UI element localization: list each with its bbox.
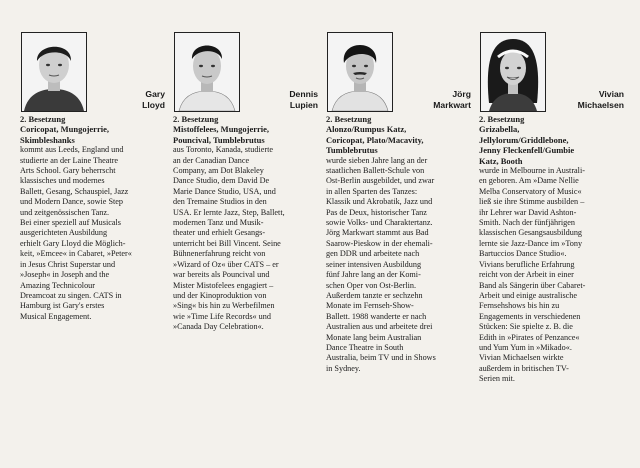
bio-line: Bei einer speziell auf Musicals — [20, 218, 121, 228]
bio-line: Pas de Deux, historischer Tanz — [326, 207, 427, 217]
bio-line: Edith in »Pirates of Penzance« — [479, 332, 580, 342]
role-line: 2. Besetzung — [173, 114, 219, 124]
bio-line: theater und erhielt Gesangs- — [173, 228, 266, 238]
bio-text — [479, 166, 624, 385]
role-block — [173, 114, 318, 145]
bio-line: seiner intensiven Ausbildung — [326, 259, 422, 269]
role-line: Jellylorum/Griddlebone, — [479, 134, 569, 145]
bio-line: en geboren. Am »Dame Nellie — [479, 176, 579, 186]
portrait-photo — [327, 32, 393, 112]
bio-line: Musical Engagement. — [20, 311, 92, 321]
bio-line: »Canada Day Celebration«. — [173, 322, 264, 332]
bio-line: erhielt Gary Lloyd die Möglich- — [20, 238, 126, 248]
bio-line: ausgerichteten Ausbildung — [20, 228, 108, 238]
last-name: Lloyd — [142, 99, 165, 110]
bio-line: Australia, beim TV und in Shows — [326, 353, 436, 363]
bio-line: und zeitgenössischen Tanz. — [20, 207, 110, 217]
bio-line: war bereits als Pouncival und — [173, 270, 270, 280]
first-name: Jörg — [452, 89, 471, 99]
bio-line: Smith. Nach der fünfjährigen — [479, 218, 575, 228]
bio-line: Dance Theatre in South — [326, 342, 404, 352]
bio-line: fünf Jahre lang an der Komi- — [326, 270, 421, 280]
bio-line: Ballett, Gesang, Schauspiel, Jazz — [20, 186, 129, 196]
cast-member-gary-lloyd — [20, 30, 165, 322]
bio-line: Dance Studio, dem David De — [173, 176, 270, 186]
bio-line: Ballett. 1988 wanderte er nach — [326, 311, 427, 321]
bio-line: und Yum Yum in »Mikado«. — [479, 342, 572, 352]
bio-line: Amazing Technicolour — [20, 280, 95, 290]
bio-line: in allen Sparten des Tanzes: — [326, 186, 418, 196]
portrait-image — [175, 33, 239, 111]
bio-line: Arts School. Gary beherrscht — [20, 166, 116, 176]
bio-line: ließ sie ihre Stimme ausbilden – — [479, 197, 585, 207]
bio-line: wurde in Melbourne in Australi- — [479, 166, 585, 176]
bio-line: Monate lang beim Australian — [326, 332, 422, 342]
role-line: Tumblebrutus — [326, 145, 378, 156]
last-name: Lupien — [289, 99, 318, 110]
role-block — [479, 114, 624, 166]
bio-line: modernen Tanz und Musik- — [173, 218, 264, 228]
role-line: 2. Besetzung — [326, 114, 372, 124]
bio-line: Bühnenerfahrung reicht von — [173, 249, 266, 259]
bio-line: Vivian Michaelsen wirkte — [479, 353, 564, 363]
role-line: Coricopat, Plato/Macavity, — [326, 134, 424, 145]
bio-line: »Wizard of Oz« über CATS – er — [173, 259, 279, 269]
cast-name — [246, 89, 318, 110]
cast-member-vivian-michaelsen — [479, 30, 624, 385]
bio-line: lernte sie Jazz-Dance im »Tony — [479, 238, 583, 248]
bio-line: keit, »Emcee« in Cabaret, »Peter« — [20, 249, 132, 259]
bio-line: Stücken: Sie spielte z. B. die — [479, 322, 573, 332]
bio-line: Band als Sängerin über Cabaret- — [479, 280, 586, 290]
bio-line: Ost-Berlin ausgebildet, und zwar — [326, 176, 435, 186]
bio-line: Melba Conservatory of Music« — [479, 186, 582, 196]
bio-text — [326, 156, 471, 375]
cast-header — [173, 30, 318, 114]
portrait-image — [328, 33, 392, 111]
role-line: Mistoffelees, Mungojerrie, — [173, 124, 270, 135]
bio-line: an der Canadian Dance — [173, 155, 250, 165]
cast-member-dennis-lupien — [173, 30, 318, 333]
bio-line: kommt aus Leeds, England und — [20, 145, 124, 155]
role-line: Katz, Booth — [479, 155, 523, 166]
role-line: Coricopat, Mungojerrie, — [20, 124, 109, 135]
bio-line: Monate im Fernseh-Show- — [326, 301, 414, 311]
bio-line: klassischen Gesangsausbildung — [479, 228, 583, 238]
bio-line: Jörg Markwart stammt aus Bad — [326, 228, 429, 238]
bio-line: Vivians berufliche Erfahrung — [479, 259, 575, 269]
bio-line: in Jesus Christ Superstar und — [20, 259, 116, 269]
cast-header — [479, 30, 624, 114]
bio-line: Außerdem tanzte er sechzehn — [326, 290, 423, 300]
cast-member-joerg-markwart — [326, 30, 471, 374]
portrait-image — [481, 33, 545, 111]
role-line: Grizabella, — [479, 124, 520, 135]
bio-line: und der Kinoproduktion von — [173, 290, 267, 300]
bio-line: Dreamcoat zu singen. CATS in — [20, 290, 122, 300]
bio-line: sowie Volks- und Charaktertanz. — [326, 218, 433, 228]
bio-line: Mister Mistofelees engagiert – — [173, 280, 274, 290]
bio-line: Hamburg ist Gary's erstes — [20, 301, 105, 311]
bio-line: »Joseph« in Joseph and the — [20, 270, 110, 280]
bio-line: außerdem in britischen TV- — [479, 363, 569, 373]
bio-line: Klassik und Akrobatik, Jazz und — [326, 197, 433, 207]
bio-line: und Modern Dance, sowie Step — [20, 197, 124, 207]
bio-line: aus Toronto, Kanada, studierte — [173, 145, 273, 155]
bio-line: Serien mit. — [479, 374, 515, 384]
role-line: Alonzo/Rumpus Katz, — [326, 124, 407, 135]
bio-line: studierte an der Laine Theatre — [20, 155, 119, 165]
cast-name — [93, 89, 165, 110]
bio-line: reicht von der Arbeit in einer — [479, 270, 574, 280]
first-name: Vivian — [598, 89, 624, 99]
last-name: Michaelsen — [577, 99, 624, 110]
bio-line: ihr Lehrer war David Ashton- — [479, 207, 577, 217]
portrait-photo — [174, 32, 240, 112]
cast-header — [326, 30, 471, 114]
role-line: 2. Besetzung — [479, 114, 525, 124]
bio-line: Fernsehshows bis hin zu — [479, 301, 560, 311]
bio-line: Bartuccios Dance Studio«. — [479, 249, 567, 259]
last-name: Markwart — [433, 99, 471, 110]
portrait-image — [22, 33, 86, 111]
role-line: 2. Besetzung — [20, 114, 66, 124]
role-line: Pouncival, Tumblebrutus — [173, 134, 265, 145]
bio-line: Engagements in verschiedenen — [479, 311, 581, 321]
bio-line: Company, am Dot Blakeley — [173, 166, 264, 176]
bio-text — [173, 145, 318, 332]
portrait-photo — [480, 32, 546, 112]
cast-name — [399, 89, 471, 110]
bio-line: Saarow-Pieskow in der ehemali- — [326, 238, 433, 248]
role-line: Jenny Fleckenfell/Gumbie — [479, 145, 575, 156]
bio-line: den Tremaine Studios in den — [173, 197, 267, 207]
bio-line: klassisches und modernes — [20, 176, 105, 186]
portrait-photo — [21, 32, 87, 112]
bio-text — [20, 145, 165, 322]
bio-line: wie »Time Life Records« und — [173, 311, 271, 321]
bio-line: Arbeit und einige australische — [479, 290, 577, 300]
role-block — [20, 114, 165, 145]
cast-name — [552, 89, 624, 110]
bio-line: USA. Er lernte Jazz, Step, Ballett, — [173, 207, 285, 217]
first-name: Dennis — [289, 89, 318, 99]
bio-line: »Sing« bis hin zu Werbefilmen — [173, 301, 275, 311]
bio-line: Marie Dance Studio, USA, und — [173, 186, 276, 196]
role-block — [326, 114, 471, 156]
bio-line: unterricht bei Bill Vincent. Seine — [173, 238, 281, 248]
bio-line: gen DDR und arbeitete nach — [326, 249, 420, 259]
bio-line: wurde sieben Jahre lang an der — [326, 155, 428, 165]
bio-line: schen Oper von Ost-Berlin. — [326, 280, 417, 290]
bio-line: Australien aus und arbeitete drei — [326, 322, 433, 332]
first-name: Gary — [145, 89, 165, 99]
bio-line: in Sydney. — [326, 363, 361, 373]
cast-header — [20, 30, 165, 114]
role-line: Skimbleshanks — [20, 134, 75, 145]
bio-line: staatlichen Ballett-Schule von — [326, 166, 425, 176]
